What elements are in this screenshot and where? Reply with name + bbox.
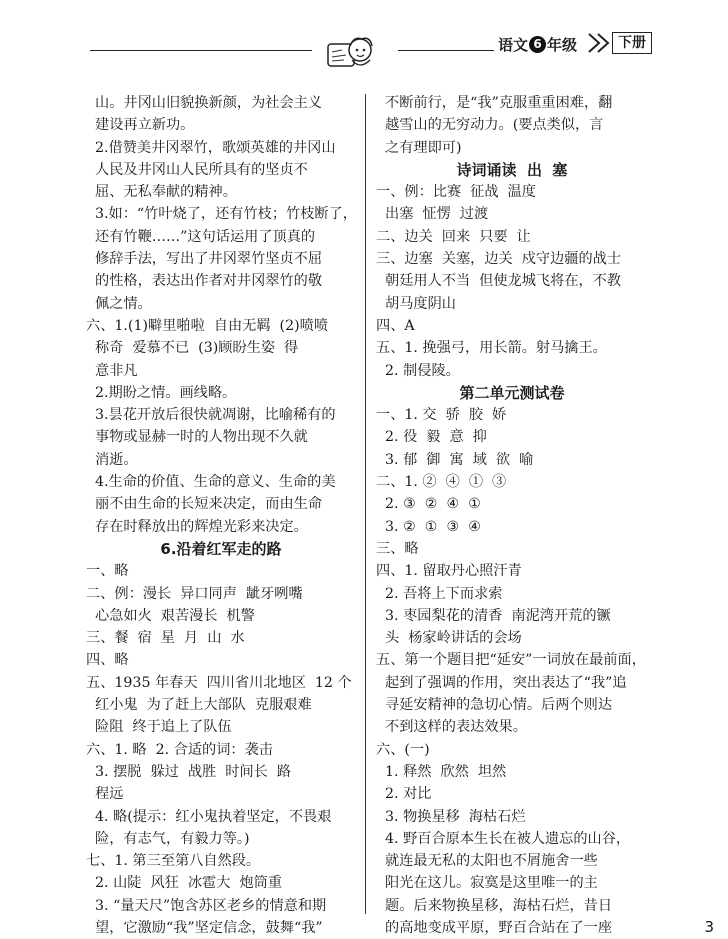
answer-line: 胡马度阴山	[376, 295, 456, 312]
answer-line: 2. 制侵陵。	[376, 362, 460, 379]
answer-line: 不到这样的表达效果。	[376, 719, 527, 736]
answer-line: 二、边关 回来 只要 让	[376, 228, 531, 245]
answer-line: 程远	[86, 786, 124, 803]
answer-line: 寻延安精神的急切心情。后两个则达	[376, 697, 613, 714]
mascot-icon	[322, 30, 378, 74]
column-divider	[365, 94, 366, 914]
answer-line: 1. 释然 欣然 坦然	[376, 763, 507, 780]
page-number: 3	[704, 918, 714, 936]
answer-line: 阳光在这儿。寂寞是这里唯一的主	[376, 875, 598, 892]
answer-line: 4.生命的价值、生命的意义、生命的美	[86, 474, 336, 491]
answer-line: 2. 山陡 风狂 冰雹大 炮筒重	[86, 875, 283, 892]
answer-line: 4. 野百合原本生长在被人遗忘的山谷，	[376, 830, 631, 847]
answer-line: 不断前行，是“我”克服重重困难，翻	[376, 95, 613, 111]
answer-line: 屈、无私奉献的精神。	[86, 184, 237, 201]
answer-line: 丽不由生命的长短来决定，而由生命	[86, 496, 323, 513]
answer-line: 存在时释放出的辉煌光彩来决定。	[86, 518, 308, 535]
answer-line: 心急如火 艰苦漫长 机警	[86, 607, 255, 624]
answer-line: 一、略	[86, 563, 129, 580]
answer-line: 之有理即可)	[376, 139, 462, 156]
answer-line: 2. 役 毅 意 抑	[376, 429, 487, 446]
answer-line: 山。井冈山旧貌换新颜，为社会主义	[86, 95, 323, 111]
answer-line: 望，它激励“我”坚定信念，鼓舞“我”	[86, 919, 323, 936]
answer-line: 2. 对比	[376, 786, 432, 803]
answer-line: 修辞手法，写出了井冈翠竹坚贞不屈	[86, 251, 323, 268]
section-title: 第二单元测试卷	[459, 383, 565, 402]
answer-line: 3.昙花开放后很快就凋谢，比喻稀有的	[86, 407, 336, 424]
answer-line: 六、(一)	[376, 741, 430, 758]
answer-line: 消逝。	[86, 451, 138, 468]
section-title: 诗词诵读 出 塞	[456, 160, 568, 179]
answer-line: 还有竹鞭……”这句话运用了顶真的	[86, 228, 316, 245]
answer-line: 五、第一个题目把“延安”一词放在最前面，	[376, 652, 646, 669]
answer-line: 就连最无私的太阳也不屑施舍一些	[376, 853, 598, 870]
answer-line: 红小鬼 为了赶上大部队 克服艰难	[86, 697, 312, 714]
answer-line: 起到了强调的作用，突出表达了“我”追	[376, 674, 627, 691]
answer-line: 六、1.(1)噼里啪啦 自由无羁 (2)喷喷	[86, 317, 329, 334]
answer-line: 事物或显赫一时的人物出现不久就	[86, 429, 308, 446]
header-rule-right	[398, 50, 494, 51]
answer-line: 建设再立新功。	[86, 117, 195, 134]
answer-line: 4. 略(提示：红小鬼执着坚定，不畏艰	[86, 808, 332, 825]
answer-line: 五、1935 年春天 四川省川北地区 12 个	[86, 674, 352, 691]
answer-line: 3. 枣园梨花的清香 南泥湾开荒的镢	[376, 607, 611, 624]
answer-line: 四、A	[376, 317, 415, 334]
left-column	[86, 92, 356, 939]
answer-line: 险，有志气，有毅力等。)	[86, 830, 250, 847]
answer-line: 朝廷用人不当 但使龙城飞将在，不教	[376, 273, 622, 290]
grade-suffix-text: 年级	[547, 36, 578, 54]
answer-line: 3. 摆脱 躲过 战胜 时间长 路	[86, 763, 292, 780]
answer-line: 五、1. 挽强弓，用长箭。射马擒王。	[376, 340, 607, 357]
answer-line: 四、略	[86, 652, 129, 669]
answer-line: 三、略	[376, 540, 419, 557]
subject-grade-label	[498, 34, 577, 55]
answer-line: 出塞 怔愣 过渡	[376, 206, 489, 223]
answer-line: 的性格，表达出作者对井冈翠竹的敬	[86, 273, 323, 290]
right-column	[376, 92, 648, 939]
answer-line: 2. ③ ② ④ ①	[376, 496, 481, 513]
answer-line: 佩之情。	[86, 295, 152, 312]
answer-line: 三、餐 宿 星 月 山 水	[86, 630, 245, 647]
answer-line: 四、1. 留取丹心照汗青	[376, 563, 522, 580]
answer-line: 七、1. 第三至第八自然段。	[86, 853, 261, 870]
answer-line: 称奇 爱慕不已 (3)顾盼生姿 得	[86, 340, 299, 357]
answer-line: 3. 郁 御 寓 域 欲 喻	[376, 451, 534, 468]
subject-text: 语文	[498, 36, 529, 54]
answer-line: 2.借赞美井冈翠竹，歌颂英雄的井冈山	[86, 139, 336, 156]
header-rule-left	[90, 50, 312, 51]
answer-line: 2. 吾将上下而求索	[376, 585, 503, 602]
answer-line: 3. “量天尺”饱含苏区老乡的情意和期	[86, 897, 327, 914]
answer-line: 3. 物换星移 海枯石烂	[376, 808, 526, 825]
answer-line: 六、1. 略 2. 合适的词：袭击	[86, 741, 273, 758]
answer-line: 一、1. 交 骄 胶 娇	[376, 407, 507, 424]
answer-line: 三、边塞 关塞，边关 戍守边疆的战士	[376, 251, 622, 268]
grade-number-badge: 6	[529, 36, 546, 53]
answer-line: 2.期盼之情。画线略。	[86, 384, 237, 401]
answer-line: 险阻 终于追上了队伍	[86, 719, 232, 736]
answer-line: 头 杨家岭讲话的会场	[376, 630, 522, 647]
answer-line: 二、例：漫长 异口同声 龇牙咧嘴	[86, 585, 303, 602]
section-title: 6.沿着红军走的路	[160, 539, 282, 558]
volume-badge: 下册	[612, 32, 652, 54]
answer-line: 越雪山的无穷动力。(要点类似，言	[376, 117, 604, 134]
answer-line: 意非凡	[86, 362, 138, 379]
answer-line: 人民及井冈山人民所具有的坚贞不	[86, 161, 308, 178]
answer-line: 3. ② ① ③ ④	[376, 518, 481, 535]
answer-line: 二、1. ② ④ ① ③	[376, 474, 507, 491]
answer-line: 一、例：比赛 征战 温度	[376, 184, 536, 201]
answer-line: 3.如：“竹叶烧了，还有竹枝；竹枝断了，	[86, 206, 357, 223]
answer-line: 的高地变成平原，野百合站在了一座	[376, 919, 613, 936]
answer-line: 题。后来物换星移，海枯石烂，昔日	[376, 897, 613, 914]
